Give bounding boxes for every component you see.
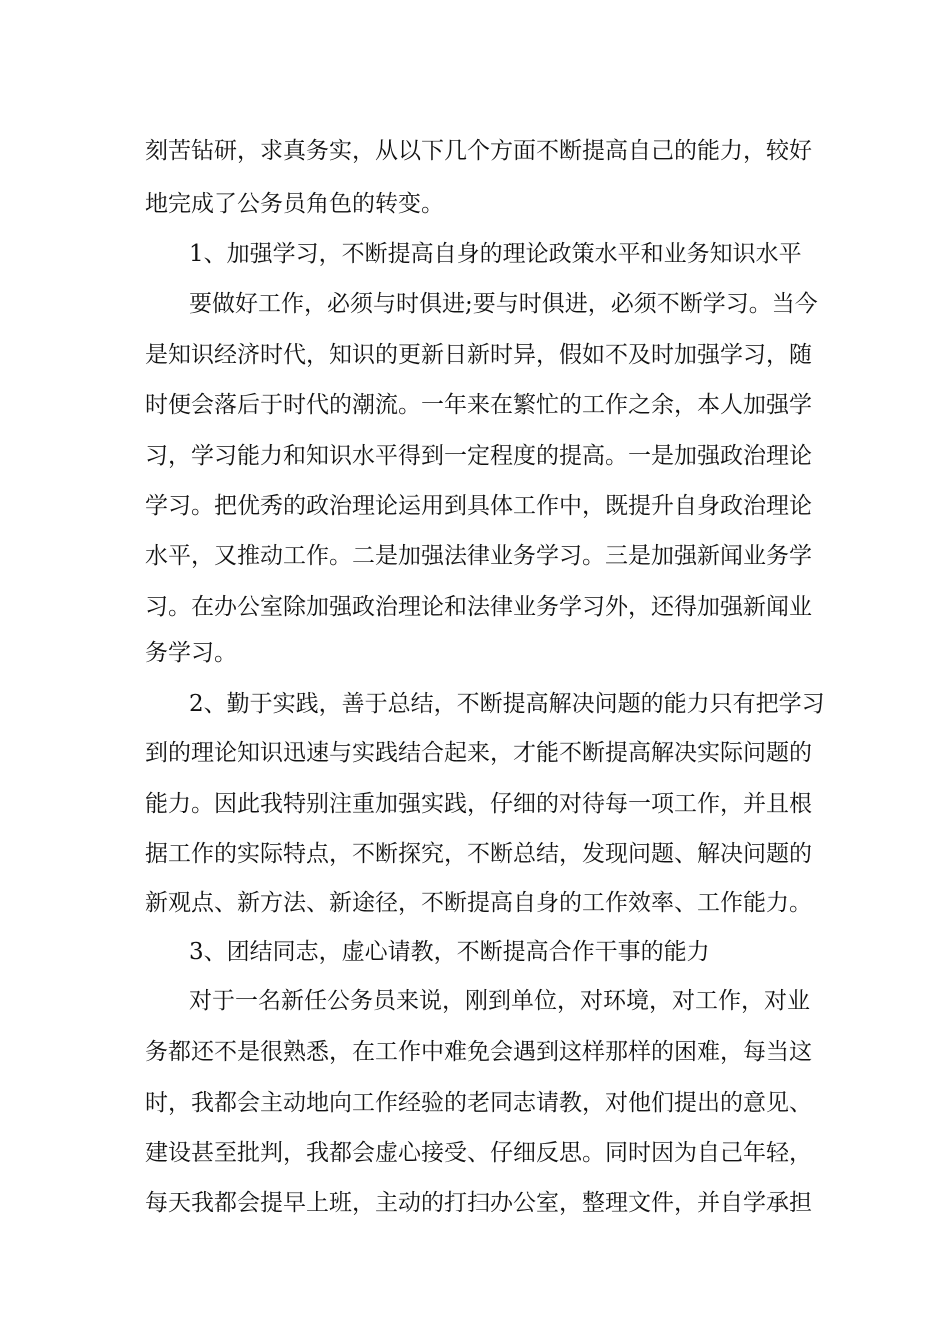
body-text-line: 要做好工作，必须与时俱进;要与时俱进，必须不断学习。当今 xyxy=(189,291,818,317)
section-heading-2: 2、勤于实践，善于总结，不断提高解决问题的能力只有把学习 xyxy=(189,691,825,717)
body-text-line: 时，我都会主动地向工作经验的老同志请教，对他们提出的意见、 xyxy=(145,1090,812,1116)
body-text-line: 新观点、新方法、新途径，不断提高自身的工作效率、工作能力。 xyxy=(145,890,812,916)
body-text-line: 时便会落后于时代的潮流。一年来在繁忙的工作之余，本人加强学 xyxy=(145,392,812,418)
body-text-line: 据工作的实际特点，不断探究，不断总结，发现问题、解决问题的 xyxy=(145,841,812,867)
body-text-line: 习，学习能力和知识水平得到一定程度的提高。一是加强政治理论 xyxy=(145,443,812,469)
body-text-line: 学习。把优秀的政治理论运用到具体工作中，既提升自身政治理论 xyxy=(145,493,812,519)
body-text-line: 务都还不是很熟悉，在工作中难免会遇到这样那样的困难，每当这 xyxy=(145,1039,812,1065)
body-text-line: 建设甚至批判，我都会虚心接受、仔细反思。同时因为自己年轻， xyxy=(145,1140,812,1166)
body-text-line: 刻苦钻研，求真务实，从以下几个方面不断提高自己的能力，较好 xyxy=(145,138,812,164)
body-text-line: 务学习。 xyxy=(145,640,237,666)
section-heading-3: 3、团结同志，虚心请教，不断提高合作干事的能力 xyxy=(189,939,710,965)
body-text-line: 地完成了公务员角色的转变。 xyxy=(145,191,444,217)
body-text-line: 每天我都会提早上班，主动的打扫办公室，整理文件，并自学承担 xyxy=(145,1190,812,1216)
body-text-line: 到的理论知识迅速与实践结合起来，才能不断提高解决实际问题的 xyxy=(145,740,812,766)
body-text-line: 能力。因此我特别注重加强实践，仔细的对待每一项工作，并且根 xyxy=(145,791,812,817)
section-heading-1: 1、加强学习，不断提高自身的理论政策水平和业务知识水平 xyxy=(189,241,802,267)
body-text-line: 水平，又推动工作。二是加强法律业务学习。三是加强新闻业务学 xyxy=(145,543,812,569)
body-text-line: 对于一名新任公务员来说，刚到单位，对环境，对工作，对业 xyxy=(189,988,810,1014)
body-text-line: 习。在办公室除加强政治理论和法律业务学习外，还得加强新闻业 xyxy=(145,594,812,620)
body-text-line: 是知识经济时代，知识的更新日新时异，假如不及时加强学习，随 xyxy=(145,342,812,368)
